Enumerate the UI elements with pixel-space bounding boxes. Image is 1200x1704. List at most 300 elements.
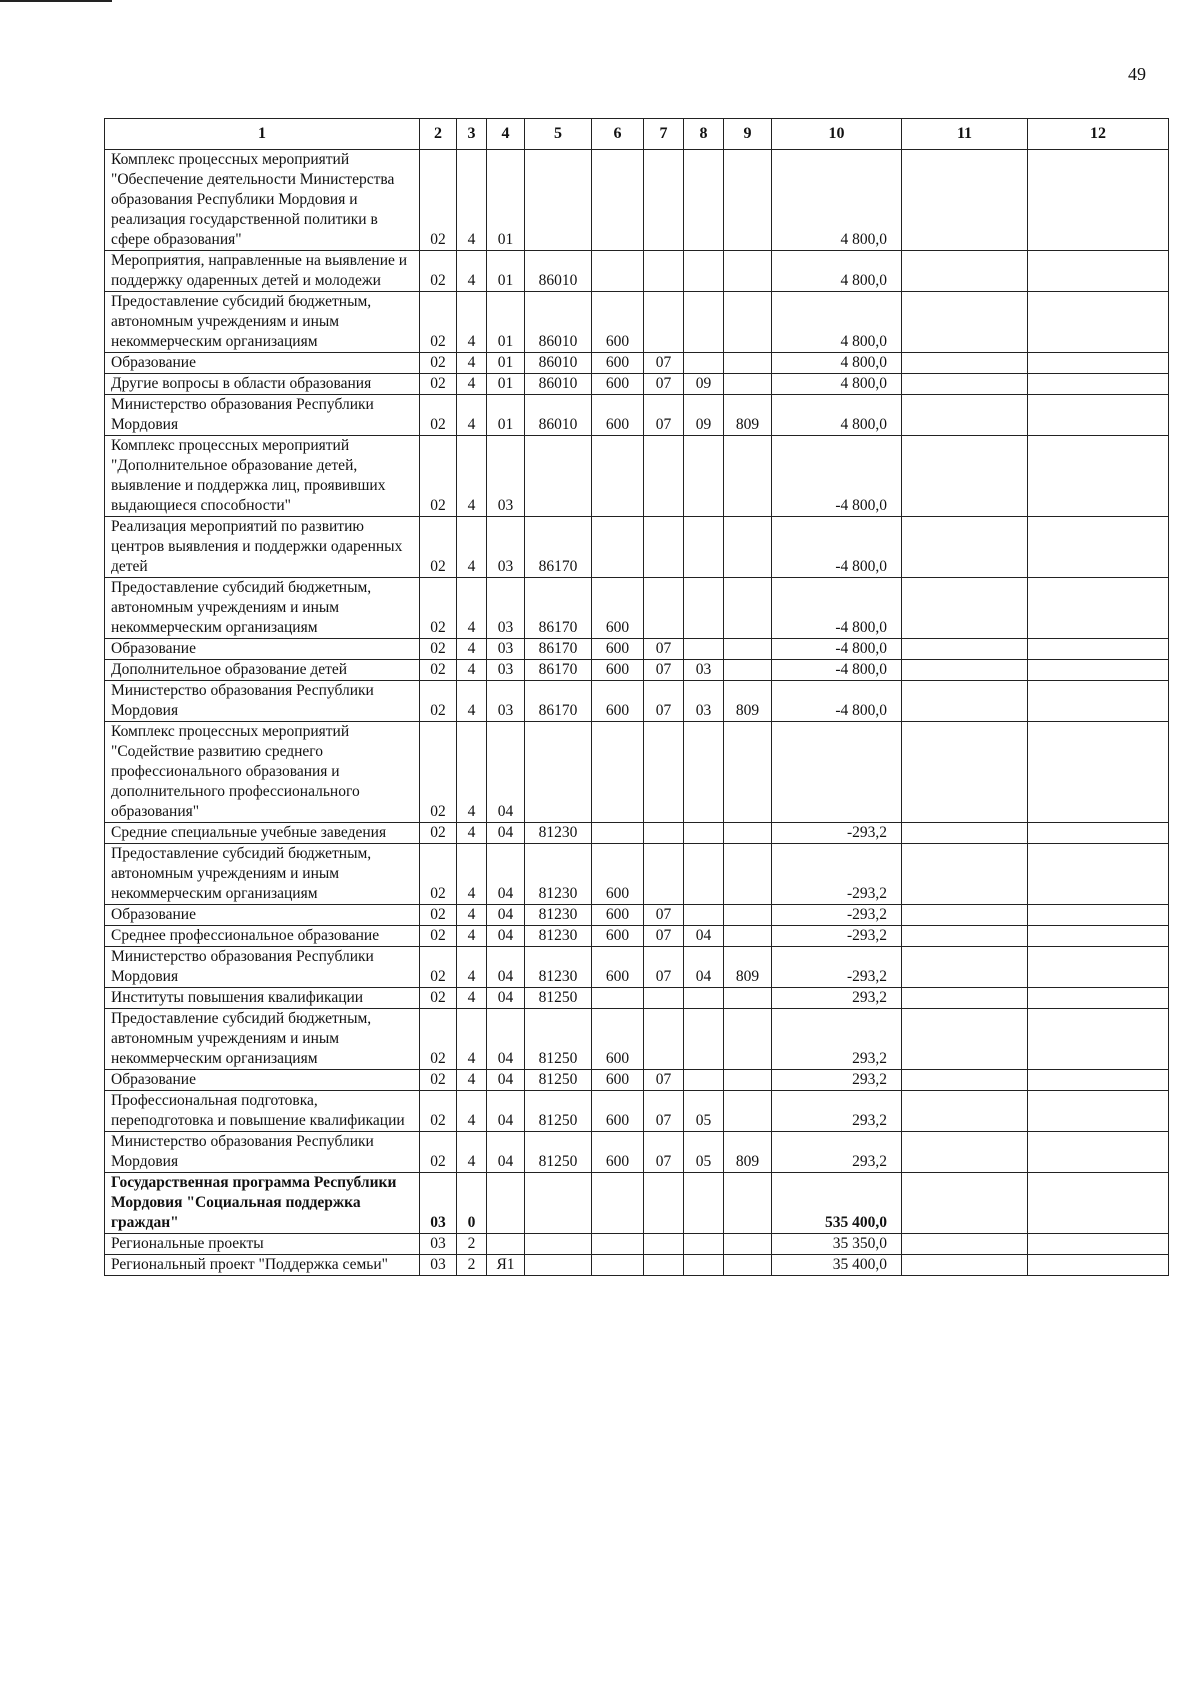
amount-cell-10: 293,2 xyxy=(772,988,902,1009)
code-cell-9 xyxy=(724,374,772,395)
amount-cell-11 xyxy=(902,988,1028,1009)
code-cell-5 xyxy=(525,722,592,823)
code-cell-5: 86170 xyxy=(525,639,592,660)
code-cell-7: 07 xyxy=(644,1091,684,1132)
code-cell-7: 07 xyxy=(644,660,684,681)
column-header-1: 1 xyxy=(105,119,420,150)
table-row xyxy=(105,660,1169,681)
amount-cell-11 xyxy=(902,150,1028,251)
code-cell-4: 04 xyxy=(487,947,525,988)
code-cell-8: 05 xyxy=(684,1091,724,1132)
row-name-cell: Образование xyxy=(105,639,420,660)
amount-cell-12 xyxy=(1028,988,1169,1009)
code-cell-9 xyxy=(724,905,772,926)
amount-cell-11 xyxy=(902,1255,1028,1276)
table-row xyxy=(105,905,1169,926)
amount-cell-12 xyxy=(1028,823,1169,844)
code-cell-3: 4 xyxy=(457,251,487,292)
code-cell-2: 02 xyxy=(420,722,457,823)
code-cell-4: 03 xyxy=(487,578,525,639)
amount-cell-11 xyxy=(902,722,1028,823)
code-cell-9: 809 xyxy=(724,1132,772,1173)
code-cell-6: 600 xyxy=(592,905,644,926)
amount-cell-10: -293,2 xyxy=(772,844,902,905)
code-cell-2: 02 xyxy=(420,517,457,578)
code-cell-9 xyxy=(724,1070,772,1091)
amount-cell-10: -4 800,0 xyxy=(772,639,902,660)
amount-cell-11 xyxy=(902,681,1028,722)
code-cell-9 xyxy=(724,926,772,947)
code-cell-6 xyxy=(592,517,644,578)
amount-cell-11 xyxy=(902,374,1028,395)
amount-cell-12 xyxy=(1028,660,1169,681)
code-cell-5: 81230 xyxy=(525,947,592,988)
amount-cell-10: -293,2 xyxy=(772,823,902,844)
table-row xyxy=(105,436,1169,517)
row-name-cell: Другие вопросы в области образования xyxy=(105,374,420,395)
code-cell-6: 600 xyxy=(592,578,644,639)
code-cell-2: 02 xyxy=(420,292,457,353)
code-cell-8 xyxy=(684,639,724,660)
amount-cell-11 xyxy=(902,823,1028,844)
code-cell-2: 03 xyxy=(420,1173,457,1234)
code-cell-7: 07 xyxy=(644,1132,684,1173)
code-cell-4: 04 xyxy=(487,1132,525,1173)
amount-cell-11 xyxy=(902,844,1028,905)
code-cell-8 xyxy=(684,517,724,578)
row-name-cell: Министерство образования Республики Мордовия xyxy=(105,1132,420,1173)
code-cell-8 xyxy=(684,988,724,1009)
code-cell-8 xyxy=(684,1070,724,1091)
code-cell-6: 600 xyxy=(592,292,644,353)
code-cell-3: 4 xyxy=(457,905,487,926)
code-cell-4: 01 xyxy=(487,292,525,353)
code-cell-8 xyxy=(684,844,724,905)
column-header-4: 4 xyxy=(487,119,525,150)
code-cell-5 xyxy=(525,1255,592,1276)
top-rule xyxy=(0,0,112,2)
row-name-cell: Региональные проекты xyxy=(105,1234,420,1255)
row-name-cell: Предоставление субсидий бюджетным, автономным учреждениям и иным некоммерческим организациям xyxy=(105,1009,420,1070)
code-cell-2: 03 xyxy=(420,1234,457,1255)
row-name-cell: Предоставление субсидий бюджетным, автономным учреждениям и иным некоммерческим организациям xyxy=(105,292,420,353)
code-cell-7 xyxy=(644,844,684,905)
amount-cell-12 xyxy=(1028,844,1169,905)
amount-cell-12 xyxy=(1028,1173,1169,1234)
code-cell-8 xyxy=(684,905,724,926)
budget-table xyxy=(104,118,1169,1276)
code-cell-8: 04 xyxy=(684,947,724,988)
page-number: 49 xyxy=(1128,64,1146,84)
code-cell-9 xyxy=(724,844,772,905)
row-name-cell: Среднее профессиональное образование xyxy=(105,926,420,947)
code-cell-9 xyxy=(724,722,772,823)
code-cell-4: 04 xyxy=(487,1009,525,1070)
code-cell-3: 4 xyxy=(457,1132,487,1173)
code-cell-4: 04 xyxy=(487,722,525,823)
column-header-2: 2 xyxy=(420,119,457,150)
code-cell-2: 02 xyxy=(420,1070,457,1091)
code-cell-2: 02 xyxy=(420,1091,457,1132)
amount-cell-11 xyxy=(902,353,1028,374)
code-cell-7 xyxy=(644,1173,684,1234)
amount-cell-10: -4 800,0 xyxy=(772,681,902,722)
amount-cell-10: 4 800,0 xyxy=(772,353,902,374)
code-cell-4: 04 xyxy=(487,905,525,926)
code-cell-3: 4 xyxy=(457,947,487,988)
code-cell-4: 03 xyxy=(487,436,525,517)
code-cell-7 xyxy=(644,722,684,823)
amount-cell-11 xyxy=(902,1234,1028,1255)
code-cell-5 xyxy=(525,436,592,517)
amount-cell-11 xyxy=(902,395,1028,436)
amount-cell-12 xyxy=(1028,353,1169,374)
code-cell-9 xyxy=(724,823,772,844)
code-cell-9 xyxy=(724,517,772,578)
code-cell-2: 02 xyxy=(420,660,457,681)
column-header-10: 10 xyxy=(772,119,902,150)
code-cell-4: 04 xyxy=(487,1091,525,1132)
code-cell-7 xyxy=(644,251,684,292)
code-cell-8 xyxy=(684,1234,724,1255)
code-cell-9 xyxy=(724,660,772,681)
table-row xyxy=(105,639,1169,660)
code-cell-8: 03 xyxy=(684,660,724,681)
column-header-11: 11 xyxy=(902,119,1028,150)
code-cell-7 xyxy=(644,578,684,639)
code-cell-7 xyxy=(644,1255,684,1276)
table-row xyxy=(105,578,1169,639)
amount-cell-10: -293,2 xyxy=(772,947,902,988)
code-cell-8: 09 xyxy=(684,395,724,436)
code-cell-4: 04 xyxy=(487,823,525,844)
table-row xyxy=(105,395,1169,436)
amount-cell-12 xyxy=(1028,1132,1169,1173)
table-row xyxy=(105,292,1169,353)
amount-cell-10: -4 800,0 xyxy=(772,660,902,681)
code-cell-9: 809 xyxy=(724,681,772,722)
code-cell-7: 07 xyxy=(644,395,684,436)
code-cell-4: 04 xyxy=(487,926,525,947)
amount-cell-10 xyxy=(772,722,902,823)
code-cell-4 xyxy=(487,1173,525,1234)
code-cell-6 xyxy=(592,722,644,823)
code-cell-3: 4 xyxy=(457,374,487,395)
code-cell-3: 4 xyxy=(457,578,487,639)
amount-cell-12 xyxy=(1028,926,1169,947)
table-row xyxy=(105,251,1169,292)
code-cell-3: 4 xyxy=(457,639,487,660)
code-cell-9 xyxy=(724,578,772,639)
code-cell-4: 03 xyxy=(487,639,525,660)
code-cell-2: 02 xyxy=(420,251,457,292)
code-cell-4: 04 xyxy=(487,844,525,905)
code-cell-4: 04 xyxy=(487,1070,525,1091)
table-body xyxy=(105,150,1169,1276)
code-cell-2: 02 xyxy=(420,1132,457,1173)
code-cell-5: 81250 xyxy=(525,1009,592,1070)
table-row xyxy=(105,517,1169,578)
table-row xyxy=(105,1132,1169,1173)
code-cell-3: 4 xyxy=(457,517,487,578)
code-cell-6 xyxy=(592,1255,644,1276)
amount-cell-10: 4 800,0 xyxy=(772,374,902,395)
code-cell-6 xyxy=(592,251,644,292)
amount-cell-12 xyxy=(1028,374,1169,395)
code-cell-2: 02 xyxy=(420,1009,457,1070)
amount-cell-12 xyxy=(1028,681,1169,722)
amount-cell-12 xyxy=(1028,1255,1169,1276)
column-header-9: 9 xyxy=(724,119,772,150)
header-row xyxy=(105,119,1169,150)
amount-cell-11 xyxy=(902,1009,1028,1070)
code-cell-9 xyxy=(724,1173,772,1234)
code-cell-2: 02 xyxy=(420,823,457,844)
code-cell-6: 600 xyxy=(592,844,644,905)
table-row xyxy=(105,1009,1169,1070)
code-cell-5: 81250 xyxy=(525,988,592,1009)
code-cell-3: 4 xyxy=(457,844,487,905)
code-cell-7: 07 xyxy=(644,947,684,988)
amount-cell-10: 293,2 xyxy=(772,1091,902,1132)
amount-cell-12 xyxy=(1028,947,1169,988)
code-cell-3: 4 xyxy=(457,926,487,947)
table-row xyxy=(105,1173,1169,1234)
code-cell-2: 02 xyxy=(420,395,457,436)
code-cell-4: Я1 xyxy=(487,1255,525,1276)
table-row xyxy=(105,947,1169,988)
amount-cell-11 xyxy=(902,292,1028,353)
code-cell-9 xyxy=(724,1091,772,1132)
code-cell-9 xyxy=(724,1009,772,1070)
amount-cell-11 xyxy=(902,1091,1028,1132)
code-cell-8 xyxy=(684,353,724,374)
code-cell-9 xyxy=(724,251,772,292)
code-cell-7: 07 xyxy=(644,639,684,660)
amount-cell-12 xyxy=(1028,1070,1169,1091)
code-cell-5: 86170 xyxy=(525,517,592,578)
code-cell-3: 4 xyxy=(457,660,487,681)
amount-cell-10: -293,2 xyxy=(772,905,902,926)
code-cell-5: 86170 xyxy=(525,578,592,639)
code-cell-7 xyxy=(644,150,684,251)
code-cell-2: 02 xyxy=(420,926,457,947)
table-row xyxy=(105,353,1169,374)
amount-cell-10: 35 400,0 xyxy=(772,1255,902,1276)
amount-cell-12 xyxy=(1028,1009,1169,1070)
code-cell-4: 04 xyxy=(487,988,525,1009)
code-cell-7: 07 xyxy=(644,374,684,395)
table-row xyxy=(105,1070,1169,1091)
code-cell-6: 600 xyxy=(592,1091,644,1132)
amount-cell-10: 293,2 xyxy=(772,1070,902,1091)
column-header-6: 6 xyxy=(592,119,644,150)
code-cell-4: 03 xyxy=(487,660,525,681)
column-header-5: 5 xyxy=(525,119,592,150)
code-cell-7 xyxy=(644,1009,684,1070)
amount-cell-11 xyxy=(902,1173,1028,1234)
row-name-cell: Институты повышения квалификации xyxy=(105,988,420,1009)
code-cell-7: 07 xyxy=(644,905,684,926)
row-name-cell: Министерство образования Республики Мордовия xyxy=(105,947,420,988)
table-row xyxy=(105,681,1169,722)
code-cell-2: 02 xyxy=(420,639,457,660)
code-cell-4: 01 xyxy=(487,353,525,374)
code-cell-7 xyxy=(644,988,684,1009)
amount-cell-10: -4 800,0 xyxy=(772,578,902,639)
row-name-cell: Министерство образования Республики Мордовия xyxy=(105,681,420,722)
code-cell-9 xyxy=(724,292,772,353)
table-row xyxy=(105,722,1169,823)
code-cell-8 xyxy=(684,1173,724,1234)
code-cell-7: 07 xyxy=(644,926,684,947)
code-cell-9 xyxy=(724,1255,772,1276)
code-cell-3: 4 xyxy=(457,1091,487,1132)
amount-cell-10: -4 800,0 xyxy=(772,517,902,578)
amount-cell-11 xyxy=(902,517,1028,578)
code-cell-6 xyxy=(592,823,644,844)
code-cell-8 xyxy=(684,722,724,823)
code-cell-7: 07 xyxy=(644,1070,684,1091)
code-cell-8 xyxy=(684,578,724,639)
code-cell-6: 600 xyxy=(592,947,644,988)
code-cell-3: 4 xyxy=(457,1070,487,1091)
amount-cell-12 xyxy=(1028,722,1169,823)
code-cell-8: 09 xyxy=(684,374,724,395)
code-cell-9 xyxy=(724,150,772,251)
column-header-7: 7 xyxy=(644,119,684,150)
code-cell-6 xyxy=(592,1173,644,1234)
code-cell-8 xyxy=(684,1009,724,1070)
amount-cell-11 xyxy=(902,436,1028,517)
amount-cell-10: 4 800,0 xyxy=(772,395,902,436)
code-cell-8: 04 xyxy=(684,926,724,947)
code-cell-8: 05 xyxy=(684,1132,724,1173)
code-cell-6: 600 xyxy=(592,681,644,722)
code-cell-4: 01 xyxy=(487,251,525,292)
amount-cell-11 xyxy=(902,1132,1028,1173)
code-cell-5: 81230 xyxy=(525,823,592,844)
code-cell-8 xyxy=(684,823,724,844)
code-cell-8: 03 xyxy=(684,681,724,722)
code-cell-5: 86010 xyxy=(525,353,592,374)
table-row xyxy=(105,374,1169,395)
code-cell-2: 02 xyxy=(420,353,457,374)
code-cell-6 xyxy=(592,1234,644,1255)
table-row xyxy=(105,1091,1169,1132)
code-cell-9 xyxy=(724,353,772,374)
code-cell-9 xyxy=(724,1234,772,1255)
code-cell-8 xyxy=(684,251,724,292)
code-cell-5 xyxy=(525,1234,592,1255)
code-cell-2: 02 xyxy=(420,844,457,905)
amount-cell-12 xyxy=(1028,1091,1169,1132)
row-name-cell: Предоставление субсидий бюджетным, автономным учреждениям и иным некоммерческим организациям xyxy=(105,578,420,639)
amount-cell-12 xyxy=(1028,150,1169,251)
row-name-cell: Предоставление субсидий бюджетным, автономным учреждениям и иным некоммерческим организациям xyxy=(105,844,420,905)
amount-cell-12 xyxy=(1028,292,1169,353)
code-cell-2: 02 xyxy=(420,947,457,988)
code-cell-5: 86170 xyxy=(525,681,592,722)
amount-cell-11 xyxy=(902,251,1028,292)
code-cell-2: 03 xyxy=(420,1255,457,1276)
code-cell-5: 81230 xyxy=(525,844,592,905)
code-cell-5: 86010 xyxy=(525,292,592,353)
amount-cell-12 xyxy=(1028,1234,1169,1255)
code-cell-9 xyxy=(724,988,772,1009)
amount-cell-11 xyxy=(902,947,1028,988)
code-cell-3: 4 xyxy=(457,395,487,436)
code-cell-5: 86010 xyxy=(525,395,592,436)
code-cell-3: 4 xyxy=(457,722,487,823)
amount-cell-11 xyxy=(902,660,1028,681)
code-cell-8 xyxy=(684,1255,724,1276)
table-row xyxy=(105,150,1169,251)
code-cell-8 xyxy=(684,150,724,251)
amount-cell-11 xyxy=(902,1070,1028,1091)
amount-cell-11 xyxy=(902,905,1028,926)
row-name-cell: Комплекс процессных мероприятий "Дополнительное образование детей, выявление и поддержка лиц, проявивших выдающиеся способности" xyxy=(105,436,420,517)
table-row xyxy=(105,823,1169,844)
code-cell-6: 600 xyxy=(592,353,644,374)
code-cell-7 xyxy=(644,517,684,578)
row-name-cell: Профессиональная подготовка, переподготовка и повышение квалификации xyxy=(105,1091,420,1132)
amount-cell-11 xyxy=(902,639,1028,660)
amount-cell-11 xyxy=(902,578,1028,639)
amount-cell-12 xyxy=(1028,905,1169,926)
column-header-8: 8 xyxy=(684,119,724,150)
table-row xyxy=(105,988,1169,1009)
code-cell-2: 02 xyxy=(420,988,457,1009)
code-cell-4: 01 xyxy=(487,374,525,395)
code-cell-2: 02 xyxy=(420,436,457,517)
code-cell-4 xyxy=(487,1234,525,1255)
code-cell-2: 02 xyxy=(420,578,457,639)
row-name-cell: Образование xyxy=(105,353,420,374)
code-cell-4: 01 xyxy=(487,395,525,436)
amount-cell-12 xyxy=(1028,251,1169,292)
code-cell-5: 86170 xyxy=(525,660,592,681)
amount-cell-10: -293,2 xyxy=(772,926,902,947)
amount-cell-10: -4 800,0 xyxy=(772,436,902,517)
code-cell-5: 86010 xyxy=(525,374,592,395)
code-cell-3: 4 xyxy=(457,353,487,374)
code-cell-5: 81230 xyxy=(525,905,592,926)
amount-cell-10: 35 350,0 xyxy=(772,1234,902,1255)
code-cell-9 xyxy=(724,639,772,660)
row-name-cell: Средние специальные учебные заведения xyxy=(105,823,420,844)
code-cell-2: 02 xyxy=(420,150,457,251)
code-cell-6: 600 xyxy=(592,1009,644,1070)
row-name-cell: Мероприятия, направленные на выявление и поддержку одаренных детей и молодежи xyxy=(105,251,420,292)
code-cell-3: 2 xyxy=(457,1234,487,1255)
code-cell-8 xyxy=(684,436,724,517)
code-cell-9 xyxy=(724,436,772,517)
row-name-cell: Образование xyxy=(105,1070,420,1091)
code-cell-5 xyxy=(525,150,592,251)
code-cell-6 xyxy=(592,150,644,251)
code-cell-9: 809 xyxy=(724,947,772,988)
code-cell-5: 81250 xyxy=(525,1091,592,1132)
code-cell-7 xyxy=(644,823,684,844)
code-cell-3: 0 xyxy=(457,1173,487,1234)
row-name-cell: Образование xyxy=(105,905,420,926)
amount-cell-12 xyxy=(1028,395,1169,436)
amount-cell-10: 4 800,0 xyxy=(772,150,902,251)
code-cell-3: 4 xyxy=(457,292,487,353)
code-cell-6: 600 xyxy=(592,374,644,395)
amount-cell-12 xyxy=(1028,517,1169,578)
